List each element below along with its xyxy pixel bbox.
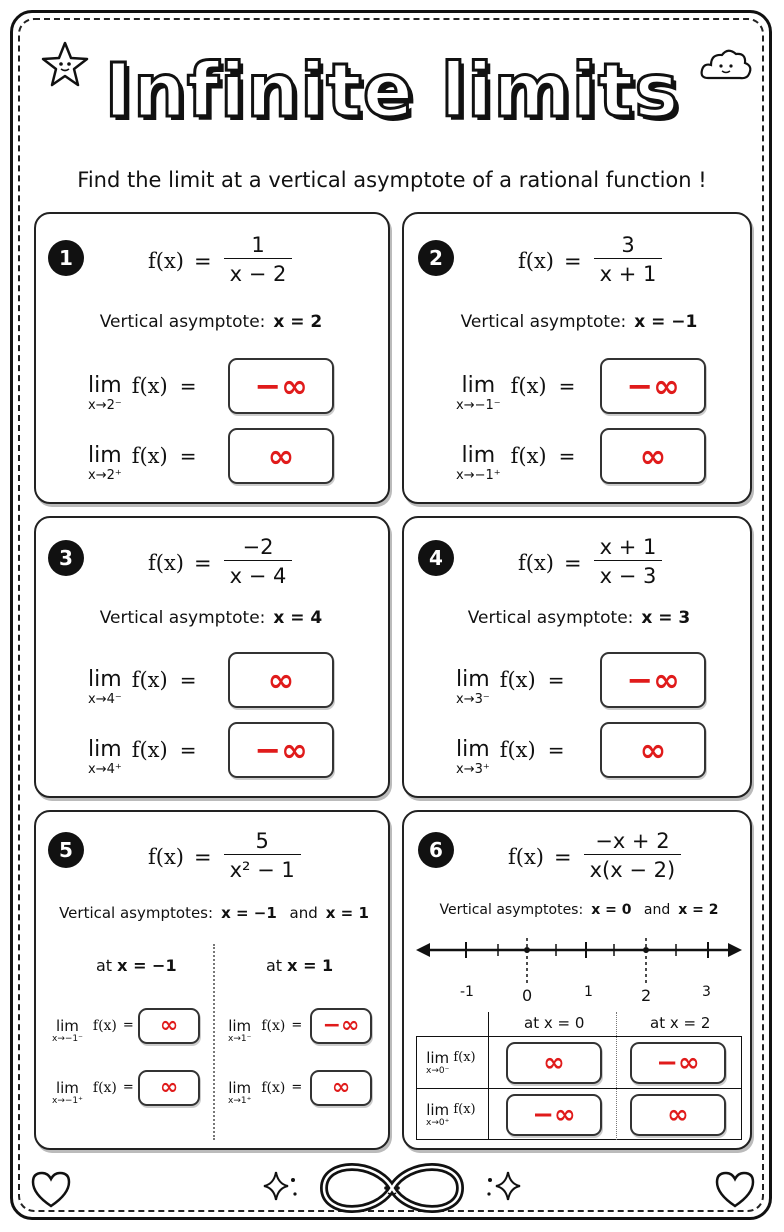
limit-approach: x→1⁺ [228,1096,252,1106]
limit-approach: x→2⁺ [88,468,122,483]
answer-box[interactable]: ∞ [310,1070,372,1106]
answer-box[interactable]: −∞ [228,358,334,414]
denominator: x − 2 [224,258,293,289]
function-label: f(x) [499,738,536,762]
asymptote-value: x = −1 [221,904,277,922]
equals-sign: = [554,844,572,869]
asymptote-label: Vertical asymptote: [99,312,266,332]
denominator: x + 1 [594,258,663,289]
asymptote-value: x = 2 [273,312,323,332]
answer-box[interactable]: ∞ [600,722,706,778]
heart-icon [712,1168,758,1210]
lim-word: lim [461,373,496,398]
column-divider [213,944,215,1140]
asymptote-line [36,312,386,332]
answer-box[interactable]: −∞ [310,1008,372,1044]
limit-expression [228,1018,302,1045]
function-label: f(x) [518,248,555,273]
answer-box[interactable]: ∞ [630,1094,726,1136]
problem-card-2 [402,212,752,504]
arrow-left [416,943,430,957]
answer-box[interactable]: −∞ [506,1094,602,1136]
asymptote-label: Vertical asymptotes: [59,904,214,922]
function-label: f(x) [499,668,536,692]
equals-sign: = [558,444,576,468]
answer-box[interactable]: ∞ [506,1042,602,1084]
table-row-label: lim x→0⁺ f(x) [426,1101,476,1128]
column-header: at x = −1 [96,956,177,975]
tick-label: 1 [584,984,593,1000]
fraction [224,828,301,885]
asymptote-label: Vertical asymptotes: [439,902,584,918]
answer-box[interactable]: −∞ [228,722,334,778]
function-definition [148,828,301,885]
function-label: f(x) [131,444,168,468]
numerator: −x + 2 [595,829,670,853]
function-label: f(x) [131,668,168,692]
equals-sign: = [291,1080,303,1095]
answer-box[interactable]: ∞ [138,1008,200,1044]
limit-expression [456,668,565,707]
asymptote-line [404,312,754,332]
lim-word: lim [88,737,122,762]
equals-sign: = [547,668,565,692]
equals-sign: = [564,248,582,273]
numerator: 3 [621,233,635,257]
answer-box[interactable]: ∞ [138,1070,200,1106]
problem-number: 5 [48,832,84,868]
limit-expression [456,444,575,483]
limit-expression [52,1018,134,1045]
lim-word: lim [456,737,490,762]
tick-label: 3 [702,984,711,1000]
function-definition [508,828,681,885]
limit-approach: x→1⁻ [228,1034,252,1044]
lim-word: lim [461,443,496,468]
limit-expression [456,738,565,777]
problem-card-6 [402,810,752,1150]
answer-box[interactable]: ∞ [228,652,334,708]
denominator: x² − 1 [224,854,301,885]
answer-box[interactable]: −∞ [600,358,706,414]
asymptote-line [404,902,754,918]
limit-approach: x→−1⁺ [52,1096,83,1106]
equals-sign: = [179,374,197,398]
fraction [594,232,663,289]
problem-number: 4 [418,540,454,576]
limit-approach: x→−1⁺ [456,468,501,483]
asymptote-and: and [643,902,671,918]
limit-expression [88,738,197,777]
problem-card-1 [34,212,390,504]
lim-word: lim [55,1079,79,1097]
arrow-right [728,943,742,957]
sparkle-icon [260,1168,300,1204]
function-definition [518,232,662,289]
function-label: f(x) [261,1080,286,1096]
answer-box[interactable]: −∞ [630,1042,726,1084]
problem-card-3 [34,516,390,798]
function-label: f(x) [510,374,547,398]
asymptote-value-2: x = 2 [678,902,719,918]
equals-sign: = [179,444,197,468]
instructions: Find the limit at a vertical asymptote of a rational function ! [77,168,707,192]
equals-sign: = [291,1018,303,1033]
limit-approach: x→−1⁻ [456,398,501,413]
equals-sign: = [179,668,197,692]
denominator: x − 4 [224,560,293,591]
numerator: 1 [251,233,265,257]
function-definition [148,232,292,289]
equals-sign: = [179,738,197,762]
function-label: f(x) [261,1018,286,1034]
tick-label: 2 [641,986,652,1005]
function-label: f(x) [148,248,185,273]
problem-card-5 [34,810,390,1150]
table-col-header: at x = 0 [524,1014,585,1032]
asymptote-line [36,904,392,922]
lim-word: lim [456,667,490,692]
function-definition [148,534,292,591]
limit-expression [456,374,575,413]
page-title: Infinite limits [104,48,680,134]
problem-number: 6 [418,832,454,868]
limit-expression [88,374,197,413]
function-definition [518,534,662,591]
tick-label: 0 [522,986,533,1005]
equals-sign: = [558,374,576,398]
problem-number: 1 [48,240,84,276]
asymptote-value: x = 3 [641,608,691,628]
limit-expression [88,444,197,483]
function-label: f(x) [518,550,555,575]
denominator: x − 3 [594,560,663,591]
lim-word: lim [88,443,122,468]
asymptote-value: x = 4 [273,608,323,628]
equals-sign: = [122,1018,134,1033]
numerator: −2 [242,535,274,559]
column-header: at x = 1 [266,956,334,975]
equals-sign: = [547,738,565,762]
lim-word: lim [55,1017,79,1035]
smiling-infinity-icon [310,1152,474,1224]
function-label: f(x) [92,1080,117,1096]
fraction [224,232,293,289]
function-label: f(x) [131,374,168,398]
limit-table [416,1012,742,1140]
limit-approach: x→4⁺ [88,762,122,777]
limit-approach: x→−1⁻ [52,1034,83,1044]
asymptote-line [404,608,754,628]
table-col-header: at x = 2 [650,1014,711,1032]
numerator: x + 1 [599,535,657,559]
heart-icon [28,1168,74,1210]
function-label: f(x) [92,1018,117,1034]
answer-box[interactable]: ∞ [600,428,706,484]
function-label: f(x) [148,844,185,869]
lim-word: lim [228,1017,252,1035]
tick-label: -1 [460,984,474,1000]
asymptote-value: x = 0 [591,902,632,918]
equals-sign: = [194,550,212,575]
problem-number: 2 [418,240,454,276]
limit-expression [228,1080,302,1107]
function-label: f(x) [508,844,545,869]
limit-expression [88,668,197,707]
denominator: x(x − 2) [584,854,682,885]
numerator: 5 [255,829,269,853]
function-label: f(x) [148,550,185,575]
asymptote-value-2: x = 1 [325,904,369,922]
problem-card-4 [402,516,752,798]
asymptote-value: x = −1 [634,312,698,332]
function-label: f(x) [510,444,547,468]
limit-approach: x→2⁻ [88,398,122,413]
equals-sign: = [122,1080,134,1095]
answer-box[interactable]: ∞ [228,428,334,484]
fraction [224,534,293,591]
limit-approach: x→3⁻ [456,692,490,707]
lim-word: lim [88,667,122,692]
table-row-label: lim x→0⁻ f(x) [426,1049,476,1076]
fraction [594,534,663,591]
asymptote-label: Vertical asymptote: [99,608,266,628]
asymptote-label: Vertical asymptote: [467,608,634,628]
fraction [584,828,682,885]
answer-box[interactable]: −∞ [600,652,706,708]
asymptote-label: Vertical asymptote: [460,312,627,332]
problem-number: 3 [48,540,84,576]
limit-expression [52,1080,134,1107]
asymptote-and: and [289,904,318,922]
equals-sign: = [564,550,582,575]
limit-approach: x→3⁺ [456,762,490,777]
sparkle-icon [484,1168,524,1204]
equals-sign: = [194,248,212,273]
lim-word: lim [228,1079,252,1097]
lim-word: lim [88,373,122,398]
equals-sign: = [194,844,212,869]
asymptote-line [36,608,386,628]
limit-approach: x→4⁻ [88,692,122,707]
function-label: f(x) [131,738,168,762]
